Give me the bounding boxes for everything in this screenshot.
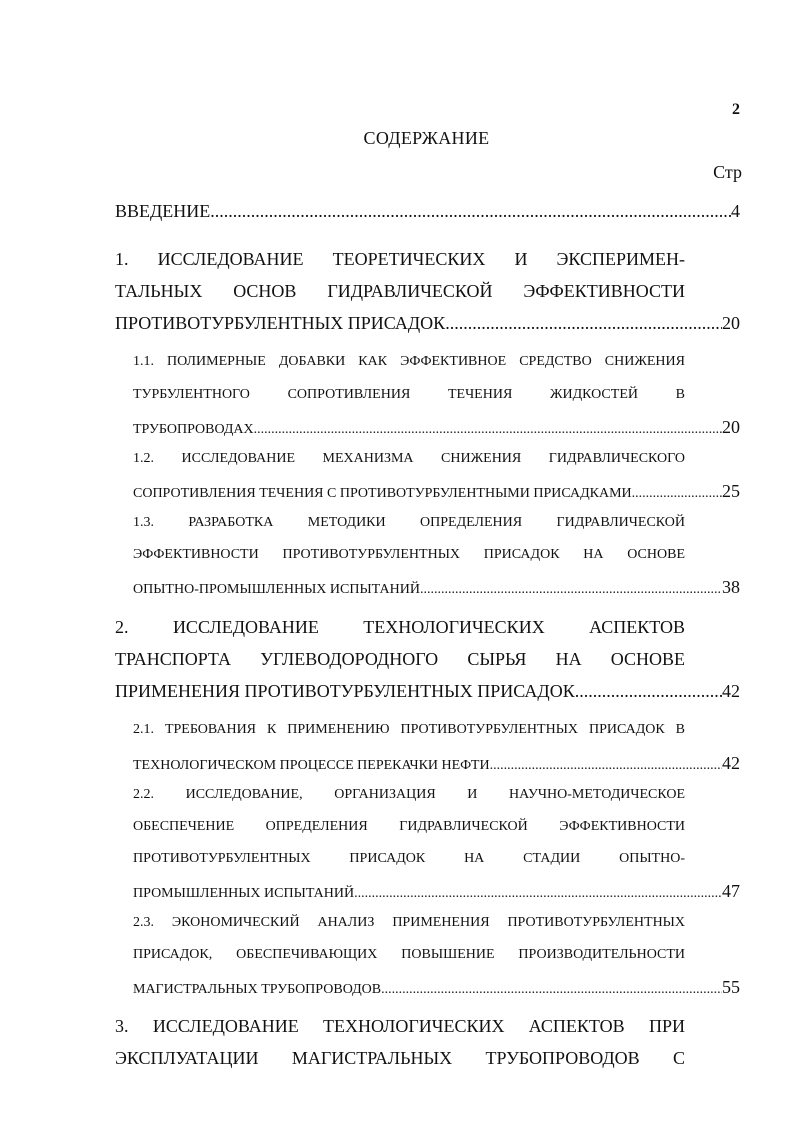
toc-page-number: 20 [722,417,740,437]
toc-entry-text: ПРИМЕНЕНИЯ ПРОТИВОТУРБУЛЕНТНЫХ ПРИСАДОК [115,681,575,701]
toc-section-2-1-line-2[interactable] [133,753,740,774]
leader-dots [632,486,722,502]
toc-chapter-3-line-2[interactable]: ЭКСПЛУАТАЦИИ МАГИСТРАЛЬНЫХ ТРУБОПРОВОДОВ С [115,1048,685,1068]
toc-entry-text: МАГИСТРАЛЬНЫХ ТРУБОПРОВОДОВ [133,982,382,997]
page-number: 2 [732,101,740,118]
leader-dots [490,758,722,774]
toc-section-1-2-line-2[interactable] [133,481,740,502]
toc-chapter-1-line-1[interactable]: 1. ИССЛЕДОВАНИЕ ТЕОРЕТИЧЕСКИХ И ЭКСПЕРИМЕН- [115,249,685,269]
toc-page-number: 42 [722,753,740,773]
leader-dots [210,201,731,222]
page-column-label: Стр [713,162,742,182]
toc-section-1-3-line-2[interactable]: ЭФФЕКТИВНОСТИ ПРОТИВОТУРБУЛЕНТНЫХ ПРИСАДОК НА ОСНОВЕ [133,547,685,562]
toc-section-2-1-line-1[interactable]: 2.1. ТРЕБОВАНИЯ К ПРИМЕНЕНИЮ ПРОТИВОТУРБУЛЕНТНЫХ ПРИСАДОК В [133,722,685,737]
toc-page-number: 4 [731,201,740,221]
toc-section-2-2-line-3[interactable]: ПРОТИВОТУРБУЛЕНТНЫХ ПРИСАДОК НА СТАДИИ ОПЫТНО- [133,851,685,866]
toc-entry-introduction[interactable] [115,201,740,222]
toc-section-2-2-line-2[interactable]: ОБЕСПЕЧЕНИЕ ОПРЕДЕЛЕНИЯ ГИДРАВЛИЧЕСКОЙ ЭФФЕКТИВНОСТИ [133,819,685,834]
toc-chapter-1-line-3[interactable] [115,313,740,334]
toc-section-1-3-line-1[interactable]: 1.3. РАЗРАБОТКА МЕТОДИКИ ОПРЕДЕЛЕНИЯ ГИДРАВЛИЧЕСКОЙ [133,515,685,530]
leader-dots [575,681,722,702]
toc-section-1-3-line-3[interactable] [133,577,740,598]
toc-chapter-3-line-1[interactable]: 3. ИССЛЕДОВАНИЕ ТЕХНОЛОГИЧЕСКИХ АСПЕКТОВ ПРИ [115,1016,685,1036]
toc-page-number: 47 [722,881,740,901]
toc-section-1-2-line-1[interactable]: 1.2. ИССЛЕДОВАНИЕ МЕХАНИЗМА СНИЖЕНИЯ ГИДРАВЛИЧЕСКОГО [133,451,685,466]
toc-chapter-2-line-2[interactable]: ТРАНСПОРТА УГЛЕВОДОРОДНОГО СЫРЬЯ НА ОСНОВЕ [115,649,685,669]
toc-section-1-1-line-2[interactable]: ТУРБУЛЕНТНОГО СОПРОТИВЛЕНИЯ ТЕЧЕНИЯ ЖИДКОСТЕЙ В [133,387,685,402]
leader-dots [254,422,722,438]
toc-page-number: 25 [722,481,740,501]
toc-section-1-1-line-3[interactable] [133,417,740,438]
toc-entry-text: ПРОМЫШЛЕННЫХ ИСПЫТАНИЙ [133,886,355,901]
toc-entry-text: ТЕХНОЛОГИЧЕСКОМ ПРОЦЕССЕ ПЕРЕКАЧКИ НЕФТИ [133,758,490,773]
toc-section-2-3-line-1[interactable]: 2.3. ЭКОНОМИЧЕСКИЙ АНАЛИЗ ПРИМЕНЕНИЯ ПРОТИВОТУРБУЛЕНТНЫХ [133,915,685,930]
toc-page-number: 20 [722,313,740,333]
toc-section-2-3-line-3[interactable] [133,977,740,998]
toc-entry-text: ВВЕДЕНИЕ [115,201,211,221]
toc-section-2-3-line-2[interactable]: ПРИСАДОК, ОБЕСПЕЧИВАЮЩИХ ПОВЫШЕНИЕ ПРОИЗВОДИТЕЛЬНОСТИ [133,947,685,962]
leader-dots [354,886,722,902]
toc-section-2-2-line-1[interactable]: 2.2. ИССЛЕДОВАНИЕ, ОРГАНИЗАЦИЯ И НАУЧНО-МЕТОДИЧЕСКОЕ [133,787,685,802]
toc-chapter-2-line-1[interactable]: 2. ИССЛЕДОВАНИЕ ТЕХНОЛОГИЧЕСКИХ АСПЕКТОВ [115,617,685,637]
leader-dots [445,313,722,334]
toc-section-2-2-line-4[interactable] [133,881,740,902]
toc-page-number: 38 [722,577,740,597]
toc-entry-text: СОПРОТИВЛЕНИЯ ТЕЧЕНИЯ С ПРОТИВОТУРБУЛЕНТНЫМИ ПРИСАДКАМИ [133,486,632,501]
toc-page-number: 42 [722,681,740,701]
toc-chapter-2-line-3[interactable] [115,681,740,702]
toc-entry-text: ПРОТИВОТУРБУЛЕНТНЫХ ПРИСАДОК [115,313,446,333]
toc-title: СОДЕРЖАНИЕ [363,128,490,148]
toc-entry-text: ТРУБОПРОВОДАХ [133,422,254,437]
leader-dots [420,582,722,598]
toc-page-number: 55 [722,977,740,997]
toc-section-1-1-line-1[interactable]: 1.1. ПОЛИМЕРНЫЕ ДОБАВКИ КАК ЭФФЕКТИВНОЕ СРЕДСТВО СНИЖЕНИЯ [133,354,685,369]
toc-entry-text: ОПЫТНО-ПРОМЫШЛЕННЫХ ИСПЫТАНИЙ [133,582,420,597]
toc-chapter-1-line-2[interactable]: ТАЛЬНЫХ ОСНОВ ГИДРАВЛИЧЕСКОЙ ЭФФЕКТИВНОСТИ [115,281,685,301]
leader-dots [381,982,722,998]
